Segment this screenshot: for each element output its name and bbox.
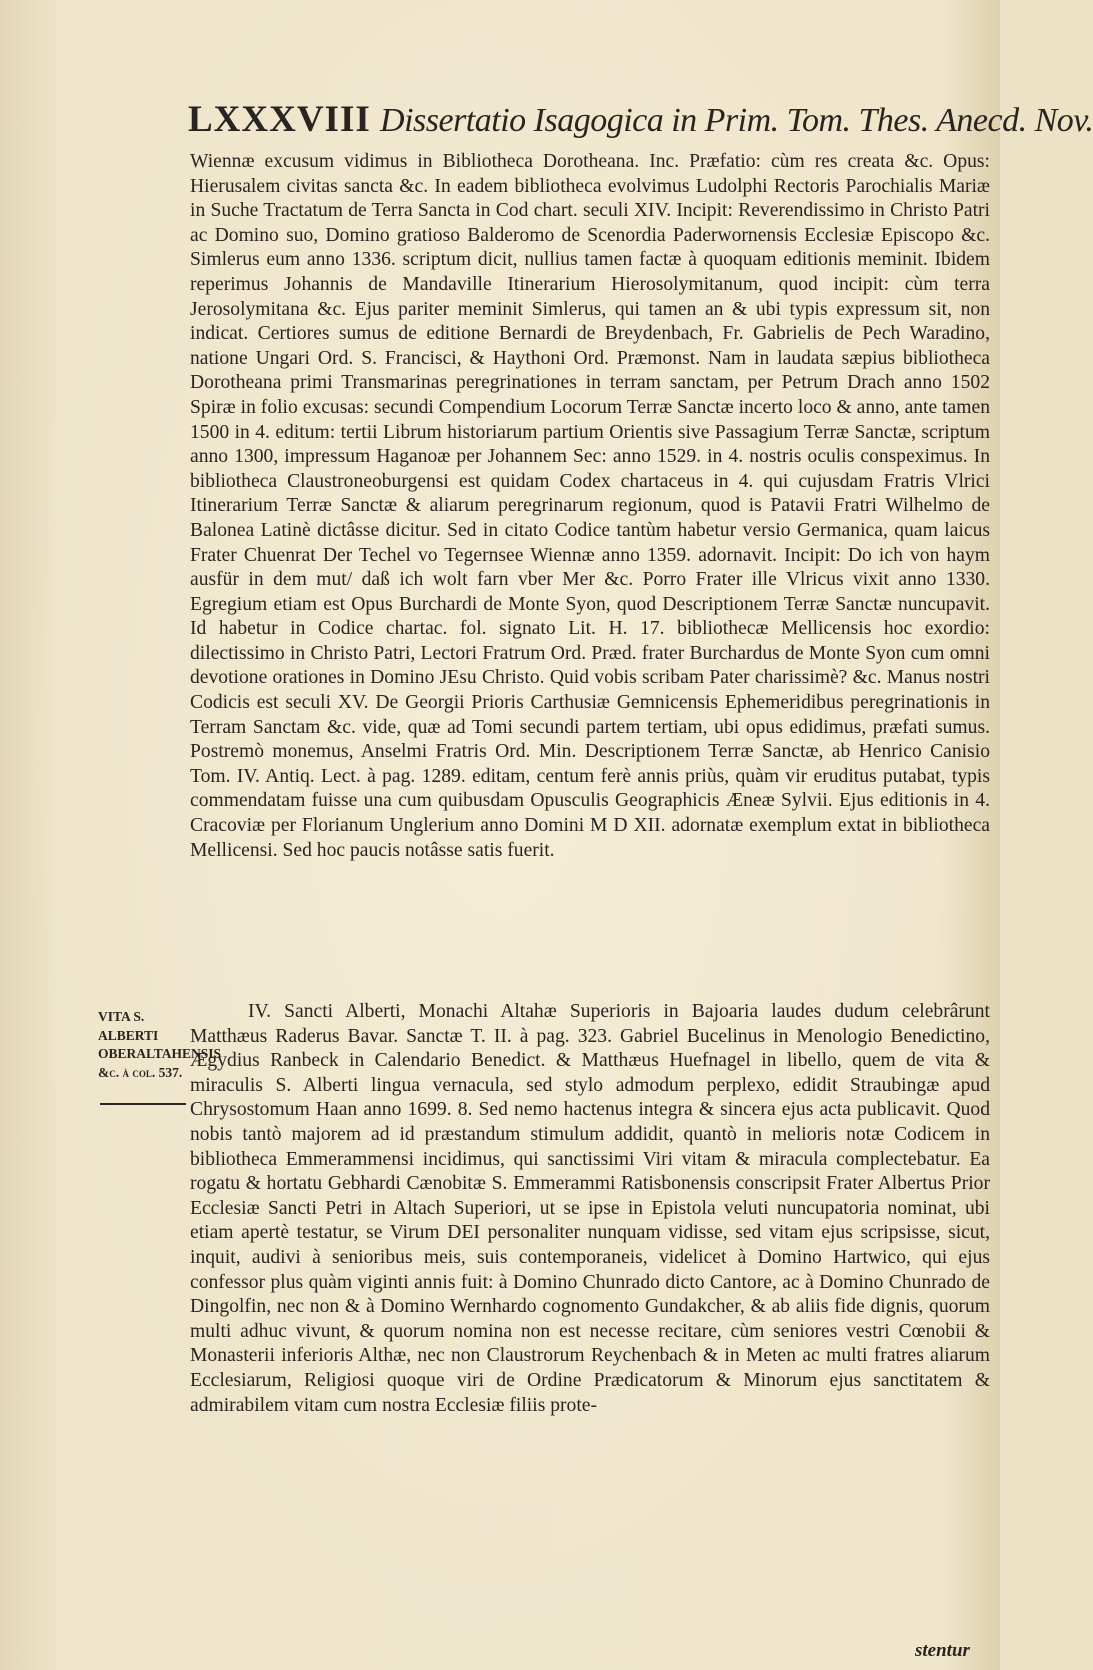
running-title: Dissertatio Isagogica in Prim. Tom. Thes. Anecd. Nov. xyxy=(380,102,1093,139)
catchword: stentur xyxy=(915,1640,970,1661)
paragraph-1: Wiennæ excusum vidimus in Bibliotheca Dorotheana. Inc. Præfatio: cùm res creata &c. Opus: Hierusalem civitas sancta &c. In eadem bibliotheca evolvimus Ludolphi Rectoris Parochialis Mariæ in Suche Tractatum de Terra Sancta in Cod chart. seculi XIV. Incipit: Reverendissimo in Christo Patri ac Domino suo, Domino gratioso Balderomo de Scenordia Paderwornensis Ecclesiæ Episcopo &c. Simlerus eum anno 1336. scriptum dicit, nullius tamen factæ à quoquam editionis meminit. Ibidem reperimus Johannis de Mandaville Itinerarium Hierosolymitanum, quod incipit: cùm terra Jerosolymitana &c. Ejus pariter meminit Simlerus, qui tamen an & ubi typis expressum sit, non indicat. Certiores sumus de editione Bernardi de Breydenbach, Fr. Gabrielis de Pech Waradino, natione Ungari Ord. S. Francisci, & Haythoni Ord. Præmonst. Nam in laudata sæpius bibliotheca Dorotheana primi Transmarinas peregrinationes in terram sanctam, per Petrum Drach anno 1502 Spiræ in folio excusas: secundi Compendium Locorum Terræ Sanctæ incerto loco & anno, ante tamen 1500 in 4. editum: tertii Librum historiarum partium Orientis sive Passagium Terræ Sanctæ, scriptum anno 1300, impressum Haganoæ per Johannem Sec: anno 1529. in 4. nostris oculis conspeximus. In bibliotheca Claustroneoburgensi est quidam Codex chartaceus in 4. qui cujusdam Fratris Vlrici Itinerarium Terræ Sanctæ & aliarum peregrinarum regionum, quod is Patavii Fratri Wilhelmo de Balonea Latinè dictâsse dicitur. Sed in citato Codice tantùm habetur versio Germanica, quam laicus Frater Chuenrat Der Techel vo Tegernsee Wiennæ anno 1359. adornavit. Incipit: Do ich von haym ausfür in dem mut/ daß ich wolt farn vber Mer &c. Porro Frater ille Vlricus vixit anno 1330. Egregium etiam est Opus Burchardi de Monte Syon, quod Descriptionem Terræ Sanctæ nuncupavit. Id habetur in Codice chartac. fol. signato Lit. H. 17. bibliothecæ Mellicensis hoc exordio: dilectissimo in Christo Patri, Lectori Fratrum Ord. Præd. frater Burchardus de Monte Syon cum omni devotione orationes in Domino JEsu Christo. Quid vobis scribam Pater charissimè? &c. Manus nostri Codicis est seculi XV. De Georgii Prioris Carthusiæ Gemnicensis Ephemeridibus peregrinationis in Terram Sanctam &c. vide, quæ ad Tomi secundi partem tertiam, ubi opus edidimus, præfati sumus. Postremò monemus, Anselmi Fratris Ord. Min. Descriptionem Terræ Sanctæ, ab Henrico Canisio Tom. IV. Antiq. Lect. à pag. 1289. editam, centum ferè annis priùs, quàm vir eruditus putabat, typis commendatam fuisse una cum quibusdam Opusculis Geographicis Æneæ Sylvii. Ejus editionis in 4. Cracoviæ per Florianum Unglerium anno Domini M D XII. adornatæ exemplum extat in bibliotheca Mellicensi. Sed hoc paucis notâsse satis fuerit. xyxy=(190,151,990,861)
text-block-2 xyxy=(190,1000,990,1418)
margin-rule xyxy=(100,1103,186,1105)
page-number: LXXXVIII xyxy=(188,99,371,140)
running-header xyxy=(188,99,1093,141)
paragraph-2-text: IV. Sancti Alberti, Monachi Altahæ Superioris in Bajoaria laudes dudum celebrârunt Matthæus Raderus Bavar. Sanctæ T. II. à pag. 323. Gabriel Bucelinus in Menologio Benedictino, Ægydius Ranbeck in Calendario Benedict. & Matthæus Huefnagel in libello, quem de vita & miraculis S. Alberti lingua vernacula, sed stylo admodum perplexo, edidit Straubingæ apud Chrysostomum Haan anno 1699. 8. Sed nemo hactenus integra & sincera ejus acta publicavit. Quod nobis tantò majorem ad id præstandum stimulum addidit, quantò in melioris notæ Codicem in bibliotheca Emmerammensi incidimus, qui sanctissimi Viri vitam & miracula complectebatur. Ea rogatu & hortatu Gebhardi Cænobitæ S. Emmerammi Ratisbonensis conscripsit Frater Albertus Prior Ecclesiæ Sancti Petri in Altach Superiori, ut se ipse in Epistola veluti nuncupatoria nominat, ubi etiam apertè testatur, se Virum DEI personaliter nunquam vidisse, sed vitam ejus scripsisse, sicut, inquit, audivi à senioribus meis, suis contemporaneis, videlicet à Domino Hartwico, qui ejus confessor plus quàm viginti annis fuit: à Domino Chunrado dicto Cantore, ac à Domino Chunrado de Dingolfin, nec non & à Domino Wernhardo cognomento Gundakcher, & ab aliis fide dignis, quorum multi adhuc vivunt, & quorum nomina non est necesse recitare, cùm seniores vestri Cœnobii & Monasterii inferioris Althæ, nec non Claustrorum Reychenbach & in Meten ac multi fratres aliarum Ecclesiarum, Religiosi quoque viri de Ordine Prædicatorum & Minorum ejus sanctitatem & admirabilem vitam cum nostra Ecclesiæ filiis prote- xyxy=(190,1001,990,1416)
paragraph-2 xyxy=(190,1000,990,1418)
margin-note: VITA S. ALBERTI OBERALTAHENSIS &c. à col. 537. xyxy=(98,1009,222,1080)
text-block-1 xyxy=(190,150,990,863)
